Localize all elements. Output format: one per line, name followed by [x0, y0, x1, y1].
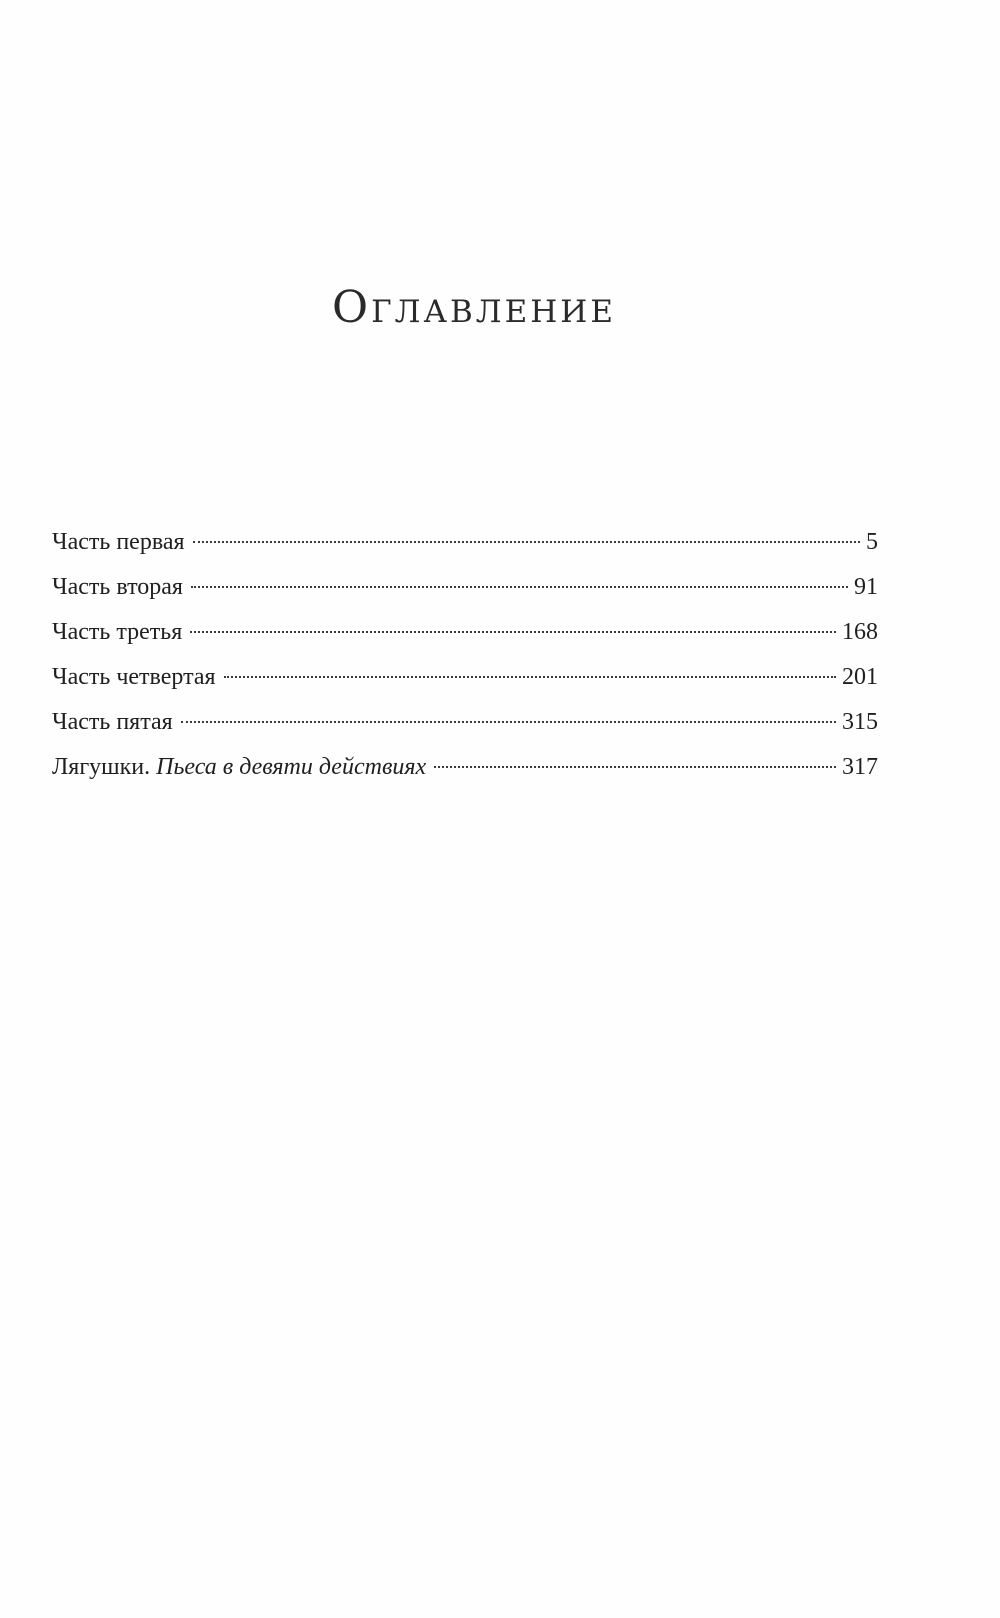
toc-entry-label: Часть первая	[52, 529, 185, 555]
toc-entry-label: Часть четвертая	[52, 664, 216, 690]
toc-entry-page: 201	[842, 664, 878, 690]
toc-entry-page: 5	[866, 529, 878, 555]
toc-entry-part-3[interactable]	[52, 610, 878, 655]
toc-entry-play[interactable]	[52, 745, 878, 790]
toc-leader-dots	[193, 541, 860, 543]
toc-entry-part-5[interactable]	[52, 700, 878, 745]
toc-entry-subtitle: Пьеса в девяти действиях	[156, 754, 427, 780]
toc-entry-label: Часть вторая	[52, 574, 183, 600]
toc-entry-page: 317	[842, 754, 878, 780]
page-title: Оглавление	[332, 282, 616, 333]
toc-entry-page: 315	[842, 709, 878, 735]
toc-leader-dots	[191, 586, 848, 588]
toc-entry-label: Часть третья	[52, 619, 183, 645]
toc-entry-page: 91	[854, 574, 878, 600]
table-of-contents	[52, 520, 878, 790]
toc-entry-part-4[interactable]	[52, 655, 878, 700]
toc-entry-label: Часть пятая	[52, 709, 173, 735]
toc-entry-part-1[interactable]	[52, 520, 878, 565]
toc-leader-dots	[434, 766, 836, 768]
toc-leader-dots	[224, 676, 836, 678]
toc-entry-label: Лягушки. Пьеса в девяти действиях	[52, 754, 427, 780]
toc-entry-page: 168	[842, 619, 878, 645]
toc-leader-dots	[181, 721, 836, 723]
toc-leader-dots	[190, 631, 836, 633]
toc-entry-part-2[interactable]	[52, 565, 878, 610]
